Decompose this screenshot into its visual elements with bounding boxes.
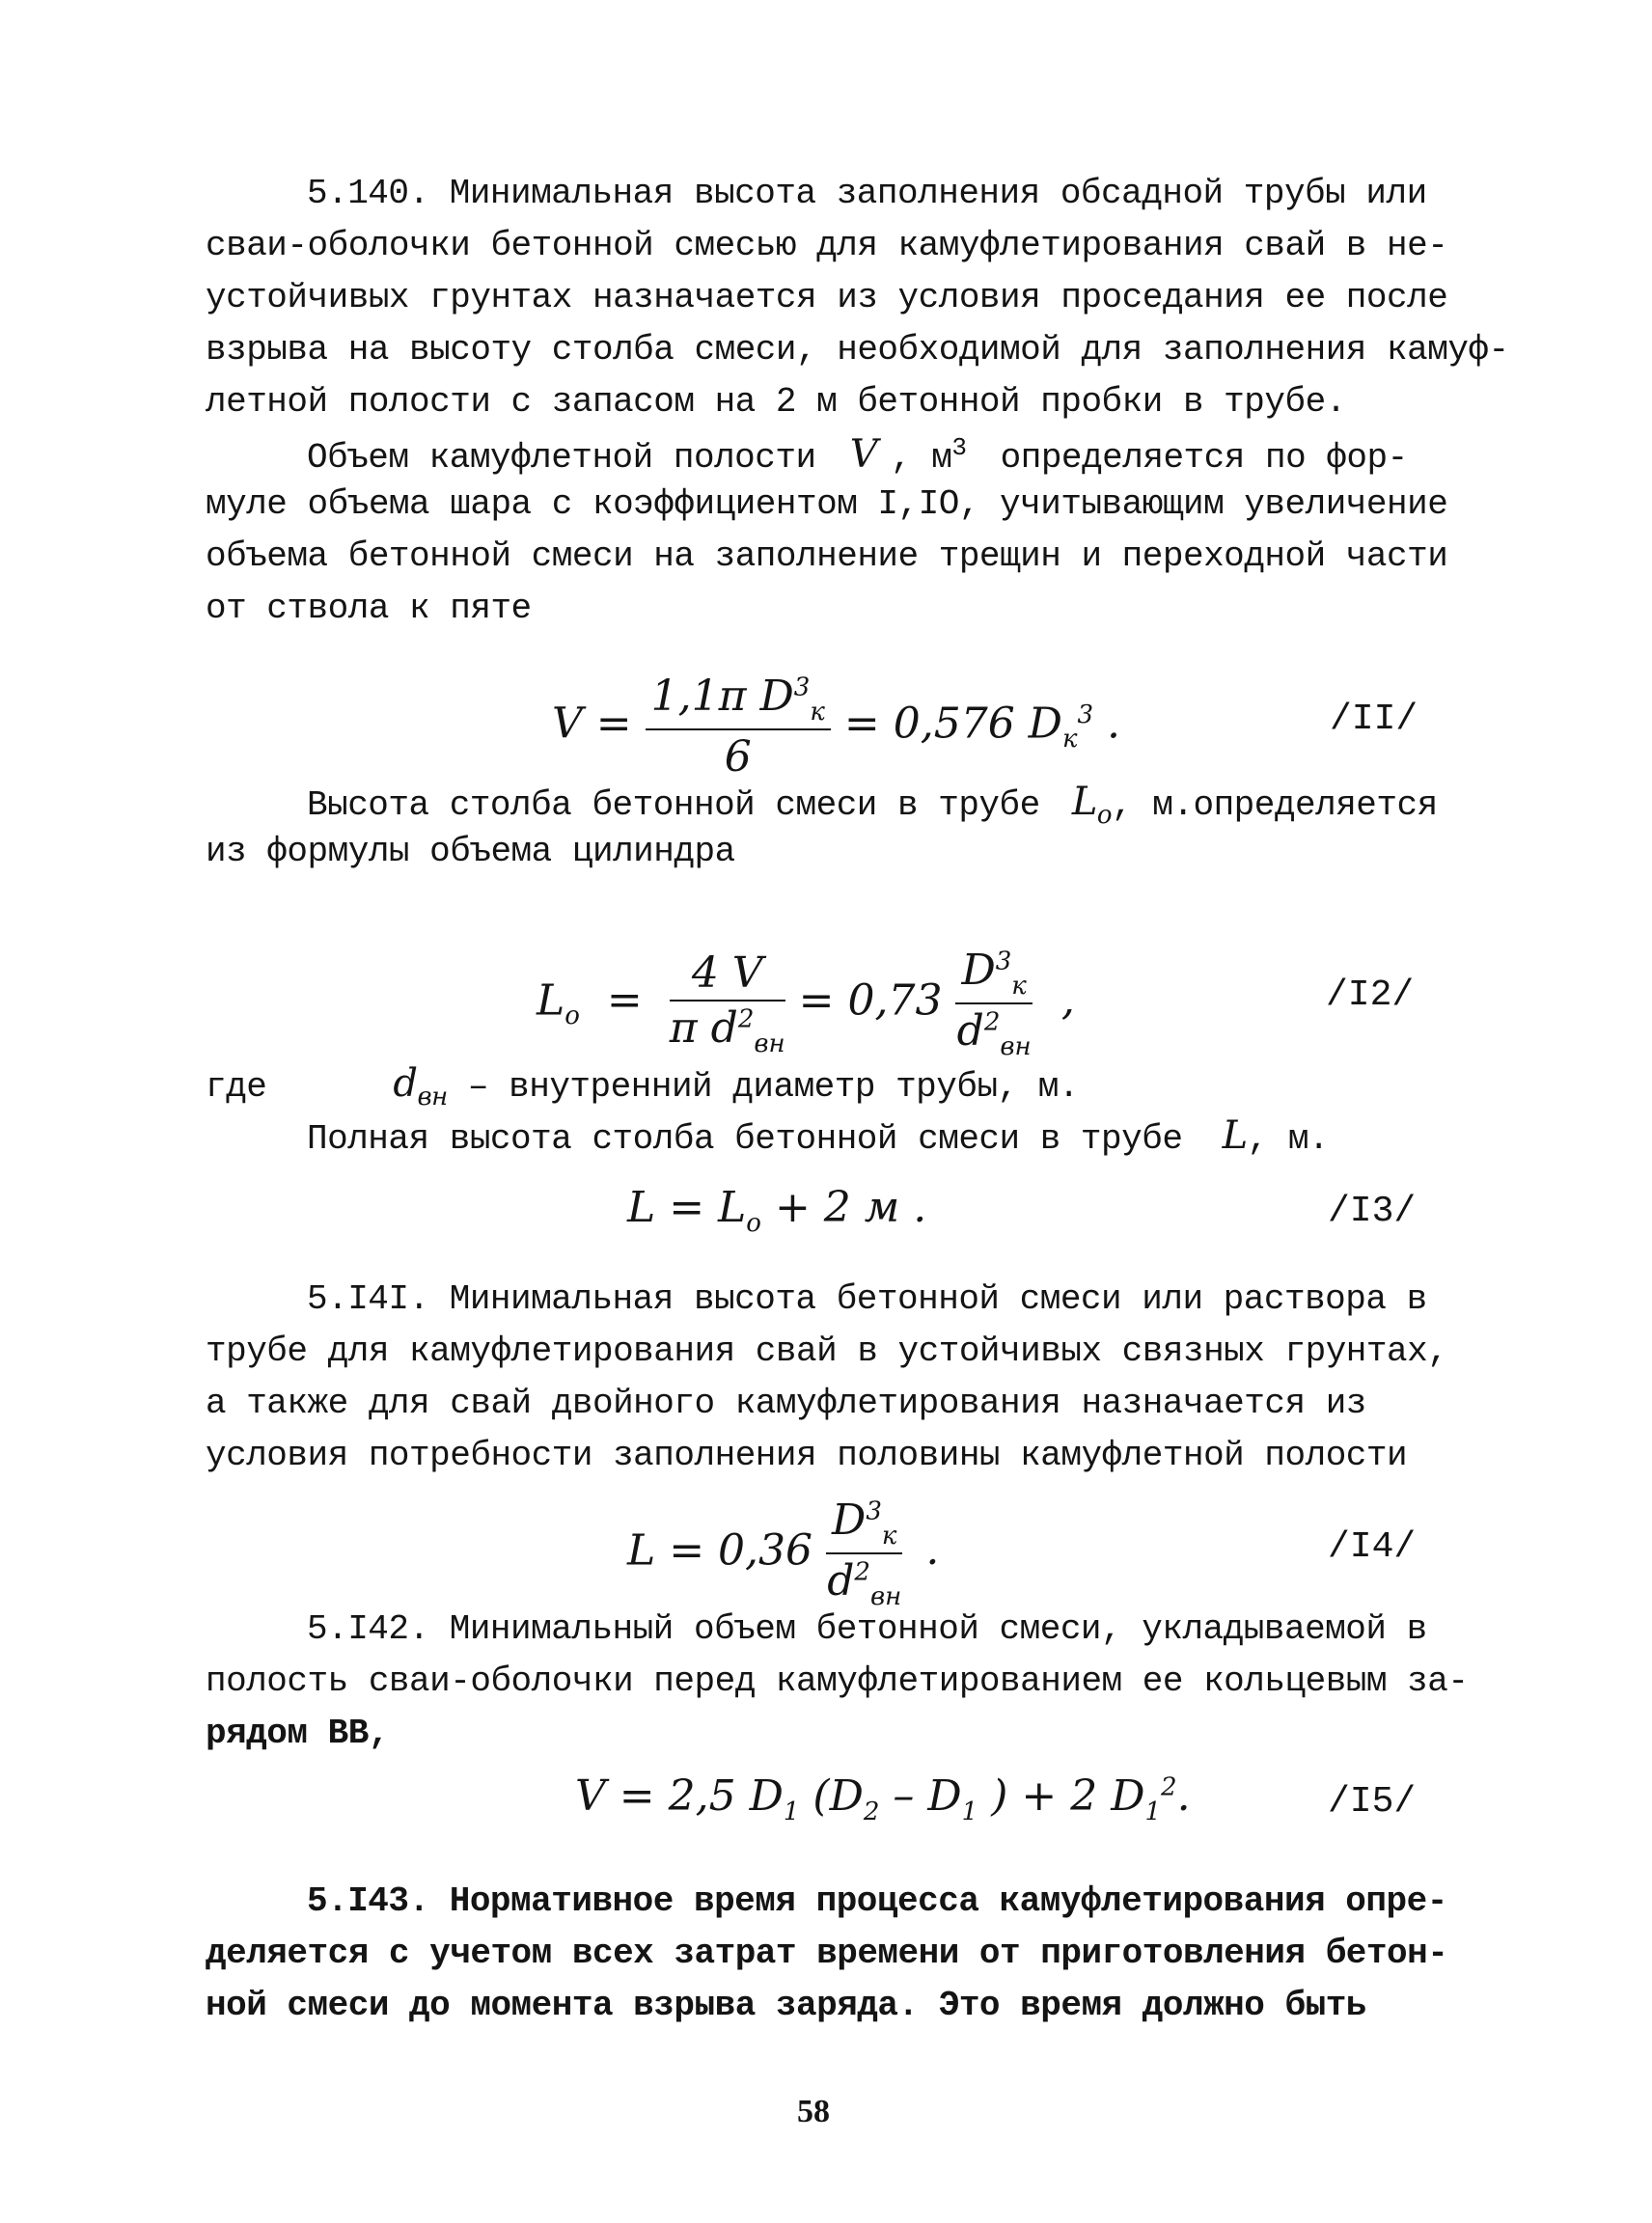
formula-tail: , (1060, 975, 1075, 1026)
equation-number: /II/ (1330, 699, 1418, 740)
fraction-numerator (646, 672, 831, 730)
full-height-line (307, 1113, 1329, 1159)
paragraph-line: муле объема шара с коэффициентом I,IO, учитывающим увеличение (206, 484, 1448, 524)
paragraph-line: 5.140. Минимальная высота заполнения обсадной трубы или (307, 174, 1427, 213)
volume-symbol: V (849, 432, 878, 477)
fraction-numerator (826, 1496, 902, 1554)
paragraph-line: а также для свай двойного камуфлетирования назначается из (206, 1384, 1366, 1423)
numerator-sub: к (810, 697, 825, 727)
formula-11 (552, 672, 1120, 782)
formula-tail: . (1176, 1771, 1191, 1821)
paragraph-line: из формулы объема цилиндра (206, 832, 735, 871)
volume-unit-exponent: 3 (951, 433, 967, 462)
numerator-sup: 3 (866, 1496, 882, 1526)
height-intro-line (307, 780, 1438, 830)
full-height-text: Полная высота столба бетонной смеси в трубе (307, 1119, 1183, 1159)
numerator-sub: к (1011, 971, 1027, 1001)
paragraph-line: рядом ВВ, (206, 1714, 389, 1753)
where-line (206, 1061, 1079, 1112)
paragraph-line: полость сваи-оболочки перед камуфлетированием ее кольцевым за- (206, 1661, 1469, 1701)
height-intro-text: Высота столба бетонной смеси в трубе (307, 785, 1040, 825)
formula-lhs: V = (552, 699, 632, 749)
formula-fraction-1 (670, 948, 785, 1058)
numerator-sup: 3 (995, 947, 1012, 976)
formula-middle: = 0,73 (798, 975, 943, 1026)
volume-intro-text: Объем камуфлетной полости (307, 438, 816, 478)
where-symbol (393, 1061, 448, 1112)
denominator-text: d (956, 1005, 984, 1056)
height-intro-continuation: , м.определяется (1112, 785, 1438, 825)
full-height-symbol: L (1222, 1113, 1248, 1158)
formula-tail: . (1107, 699, 1121, 749)
lhs-sub: o (564, 1002, 580, 1031)
formula-rhs: = 0,576 D (843, 699, 1062, 749)
denominator-sup: 2 (854, 1557, 870, 1587)
formula-part-b: (D (812, 1771, 864, 1821)
formula-lhs: L (537, 975, 565, 1026)
part-c-sub: 1 (961, 1797, 978, 1826)
paragraph-line: объема бетонной смеси на заполнение трещин и переходной части (206, 536, 1448, 576)
formula-tail: . (925, 1525, 940, 1576)
fraction-numerator: 4 V (670, 948, 785, 1002)
formula-part-d: ) + 2 D (991, 1771, 1145, 1821)
fraction-denominator (826, 1554, 902, 1611)
formula-fraction (646, 672, 831, 782)
equation-number: /I5/ (1328, 1781, 1417, 1823)
equation-number: /I4/ (1328, 1526, 1417, 1568)
paragraph-line: устойчивых грунтах назначается из условия проседания ее после (206, 278, 1448, 317)
numerator-text: D (832, 1496, 867, 1545)
part-b-sub: 2 (863, 1797, 880, 1826)
rhs-sub: к (1061, 725, 1078, 755)
numerator-text: 1,1π D (650, 672, 794, 721)
height-symbol-letter: L (1071, 780, 1097, 824)
formula-15 (575, 1771, 1191, 1826)
paragraph-line: сваи-оболочки бетонной смесью для камуфлетирования свай в не- (206, 226, 1448, 265)
denominator-sup: 2 (983, 1007, 1001, 1037)
formula-fraction-2 (955, 946, 1032, 1061)
volume-unit: , м (891, 438, 952, 478)
denominator-sup: 2 (737, 1004, 755, 1034)
numerator-sub: к (881, 1521, 897, 1551)
page-number: 58 (797, 2094, 830, 2129)
formula-14 (627, 1496, 939, 1611)
where-word: где (206, 1067, 267, 1107)
denominator-sub: вн (869, 1581, 902, 1611)
numerator-sup: 3 (793, 672, 811, 702)
formula-lhs: L = 0,36 (627, 1525, 813, 1576)
denominator-text: d (827, 1555, 855, 1606)
denominator-sub: вн (754, 1029, 785, 1058)
paragraph-line: 5.I4I. Минимальная высота бетонной смеси или раствора в (307, 1279, 1427, 1319)
part-d-sub: 1 (1144, 1797, 1162, 1826)
paragraph-line: 5.I43. Нормативное время процесса камуфлетирования опре- (307, 1881, 1447, 1921)
full-height-unit: , м. (1247, 1119, 1330, 1159)
height-symbol-sub: o (1096, 801, 1113, 830)
equals-sign: = (606, 975, 643, 1026)
fraction-denominator (670, 1002, 785, 1058)
fraction-numerator (955, 946, 1032, 1004)
formula-part-c: – D (893, 1771, 962, 1821)
where-definition: – внутренний диаметр трубы, м. (467, 1067, 1080, 1107)
paragraph-line: условия потребности заполнения половины камуфлетной полости (206, 1436, 1408, 1475)
height-symbol (1071, 780, 1113, 830)
formula-fraction (826, 1496, 902, 1611)
formula-13 (627, 1183, 926, 1238)
numerator-text: D (961, 946, 996, 995)
equation-number: /I3/ (1328, 1191, 1417, 1232)
paragraph-line: от ствола к пяте (206, 589, 532, 628)
volume-intro-line (307, 432, 1408, 478)
paragraph-line: взрыва на высоту столба смеси, необходимой для заполнения камуф- (206, 330, 1509, 370)
paragraph-line: ной смеси до момента взрыва заряда. Это время должно быть (206, 1986, 1366, 2025)
formula-part-a: V = 2,5 D (575, 1771, 784, 1821)
formula-rhs: + 2 м . (774, 1183, 927, 1232)
part-d-sup: 2 (1161, 1772, 1177, 1802)
formula-12 (537, 946, 1075, 1061)
denominator-text: π d (669, 1002, 738, 1053)
denominator-sub: вн (1000, 1031, 1032, 1061)
volume-intro-continuation: определяется по фор- (1000, 438, 1408, 478)
paragraph-line: деляется с учетом всех затрат времени от приготовления бетон- (206, 1934, 1448, 1973)
formula-lhs: L = L (627, 1183, 747, 1232)
fraction-denominator (955, 1004, 1032, 1061)
paragraph-line: летной полости с запасом на 2 м бетонной пробки в трубе. (206, 382, 1346, 422)
where-symbol-letter: d (393, 1061, 418, 1106)
rhs-sup: 3 (1077, 700, 1094, 729)
part-a-sub: 1 (783, 1797, 800, 1826)
equation-number: /I2/ (1326, 974, 1415, 1016)
paragraph-line: 5.I42. Минимальный объем бетонной смеси, укладываемой в (307, 1609, 1427, 1649)
fraction-denominator: 6 (724, 731, 752, 782)
where-symbol-sub: вн (417, 1083, 448, 1112)
paragraph-line: трубе для камуфлетирования свай в устойчивых связных грунтах, (206, 1331, 1448, 1371)
formula-sub: o (746, 1208, 761, 1238)
